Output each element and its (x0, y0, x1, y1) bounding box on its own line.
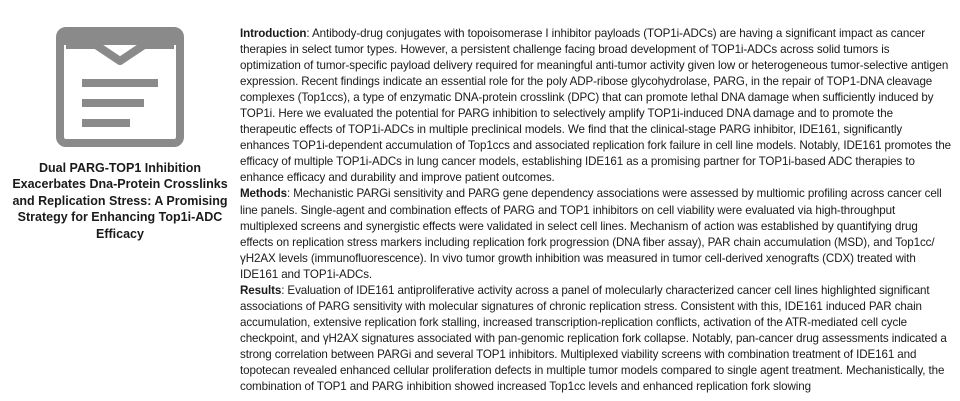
poster-sidebar (0, 0, 240, 401)
methods-text: : Mechanistic PARGi sensitivity and PARG gene dependency associations were assessed by multiomic profiling across cancer cell line panels. Single-agent and combination effects of PARG and TOP1 inhibitors on cell viability were evaluated via high-throughput multiplexed screens and synergistic effects were validated in select cell lines. Mechanism of action was established by quantifying drug effects on replication stress markers including replication fork progression (DNA fiber assay), PAR chain accumulation (MSD), and Top1cc/γH2AX levels (immunofluorescence). In vivo tumor growth inhibition was measured in tumor cell-derived xenografts (CDX) treated with IDE161 and TOP1i-ADCs. (240, 187, 942, 281)
introduction-section (240, 26, 952, 186)
abstract-body (240, 26, 952, 395)
methods-label: Methods (240, 187, 287, 201)
results-label: Results (240, 283, 282, 297)
results-text: : Evaluation of IDE161 antiproliferative activity across a panel of molecularly characterized cancer cell lines highlighted significant associations of PARG sensitivity with molecular signatures of chronic replication stress. Consistent with this, IDE161 induced PAR chain accumulation, extensive replication fork stalling, increased transcription-replication conflicts, activation of the ATR-mediated cell cycle checkpoint, and γH2AX signatures associated with pan-genomic replication fork collapse. Notably, pan-cancer drug assessments indicated a strong correlation between PARGi and several TOP1 inhibitors. Multiplexed viability screens with combination treatment of IDE161 and topotecan revealed enhanced cellular proliferation defects in multiple tumor models compared to single agent treatment. Mechanistically, the combination of TOP1 and PARG inhibition showed increased Top1cc levels and enhanced replication fork slowing (240, 283, 947, 394)
document-icon (56, 27, 184, 147)
introduction-label: Introduction (240, 27, 307, 40)
introduction-text: : Antibody-drug conjugates with topoisomerase I inhibitor payloads (TOP1i-ADCs) are having a significant impact as cancer therapies in select tumor types. However, a persistent challenge facing broad development of TOP1i-ADCs across solid tumors is optimization of tumor-specific payload delivery required for meaningful anti-tumor activity given low or heterogeneous tumor-selective antigen expression. Recent findings indicate an essential role for the poly ADP-ribose glycohydrolase, PARG, in the repair of TOP1-DNA cleavage complexes (Top1ccs), a type of enzymatic DNA-protein crosslink (DPC) that can promote lethal DNA damage when sufficiently induced by TOP1i. Here we evaluated the potential for PARG inhibition to selectively amplify TOP1i-induced DNA damage and to promote the therapeutic effects of TOP1i-ADCs in multiple preclinical models. We find that the clinical-stage PARG inhibitor, IDE161, significantly enhances TOP1i-dependent accumulation of Top1ccs and associated replication fork failure in cell line models. Notably, IDE161 promotes the efficacy of multiple TOP1i-ADCs in lung cancer models, establishing IDE161 as a promising partner for TOP1i-based ADC therapies to enhance efficacy and durability and improve patient outcomes. (240, 27, 952, 185)
results-section (240, 283, 952, 395)
methods-section (240, 186, 952, 282)
poster-title: Dual PARG-TOP1 Inhibition Exacerbates Dna-Protein Crosslinks and Replication Stress: A Promising Strategy for Enhancing Top1i-ADC Efficacy (12, 161, 228, 241)
abstract-panel (240, 26, 952, 401)
